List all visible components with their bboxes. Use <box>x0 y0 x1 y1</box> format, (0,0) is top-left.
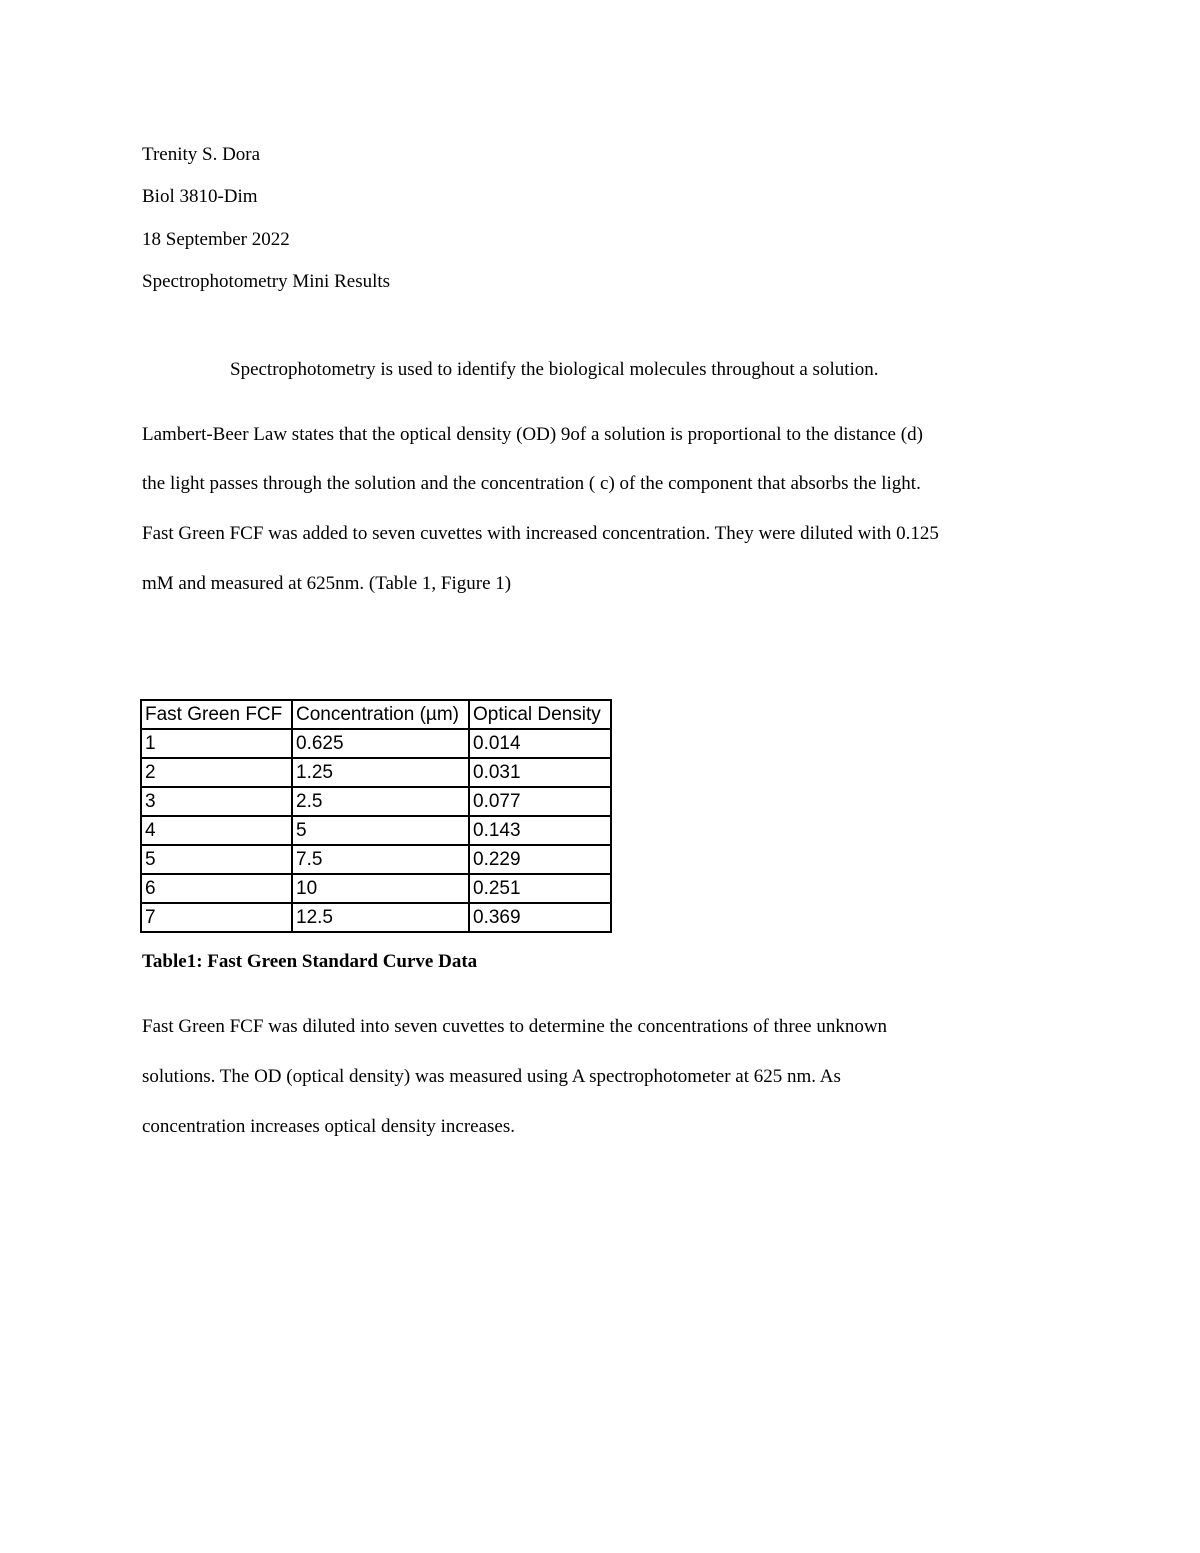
cell-sample: 3 <box>141 787 292 816</box>
table-header-row <box>141 700 611 729</box>
document-title: Spectrophotometry Mini Results <box>142 271 391 292</box>
cell-concentration: 12.5 <box>292 903 469 932</box>
cell-concentration: 2.5 <box>292 787 469 816</box>
intro-line-1: Spectrophotometry is used to identify the biological molecules throughout a solution. <box>230 359 879 380</box>
cell-concentration: 1.25 <box>292 758 469 787</box>
standard-curve-table <box>140 699 612 933</box>
cell-sample: 1 <box>141 729 292 758</box>
table-caption: Table1: Fast Green Standard Curve Data <box>142 951 478 972</box>
intro-line-5: mM and measured at 625nm. (Table 1, Figure 1) <box>142 573 512 594</box>
intro-line-4: Fast Green FCF was added to seven cuvettes with increased concentration. They were diluted with 0.125 <box>142 523 939 544</box>
author-name: Trenity S. Dora <box>142 144 261 165</box>
cell-optical-density: 0.251 <box>469 874 611 903</box>
column-header-sample: Fast Green FCF <box>141 700 292 729</box>
conclusion-line-1: Fast Green FCF was diluted into seven cuvettes to determine the concentrations of three unknown <box>142 1016 888 1037</box>
cell-optical-density: 0.229 <box>469 845 611 874</box>
cell-optical-density: 0.077 <box>469 787 611 816</box>
document-date: 18 September 2022 <box>142 229 290 250</box>
cell-sample: 4 <box>141 816 292 845</box>
table-row <box>141 845 611 874</box>
column-header-concentration: Concentration (µm) <box>292 700 469 729</box>
cell-optical-density: 0.014 <box>469 729 611 758</box>
cell-concentration: 0.625 <box>292 729 469 758</box>
intro-line-3: the light passes through the solution and the concentration ( c) of the component that absorbs the light. <box>142 473 921 494</box>
cell-sample: 7 <box>141 903 292 932</box>
cell-concentration: 5 <box>292 816 469 845</box>
cell-optical-density: 0.369 <box>469 903 611 932</box>
table-row <box>141 729 611 758</box>
cell-concentration: 10 <box>292 874 469 903</box>
cell-optical-density: 0.031 <box>469 758 611 787</box>
table-row <box>141 816 611 845</box>
table-row <box>141 787 611 816</box>
table-row <box>141 903 611 932</box>
table-row <box>141 874 611 903</box>
cell-concentration: 7.5 <box>292 845 469 874</box>
cell-sample: 5 <box>141 845 292 874</box>
cell-optical-density: 0.143 <box>469 816 611 845</box>
intro-line-2: Lambert-Beer Law states that the optical density (OD) 9of a solution is proportional to the distance (d) <box>142 424 923 445</box>
column-header-optical-density: Optical Density <box>469 700 611 729</box>
course-name: Biol 3810-Dim <box>142 186 258 207</box>
cell-sample: 6 <box>141 874 292 903</box>
cell-sample: 2 <box>141 758 292 787</box>
conclusion-line-2: solutions. The OD (optical density) was measured using A spectrophotometer at 625 nm. As <box>142 1066 841 1087</box>
table-row <box>141 758 611 787</box>
conclusion-line-3: concentration increases optical density increases. <box>142 1116 515 1137</box>
